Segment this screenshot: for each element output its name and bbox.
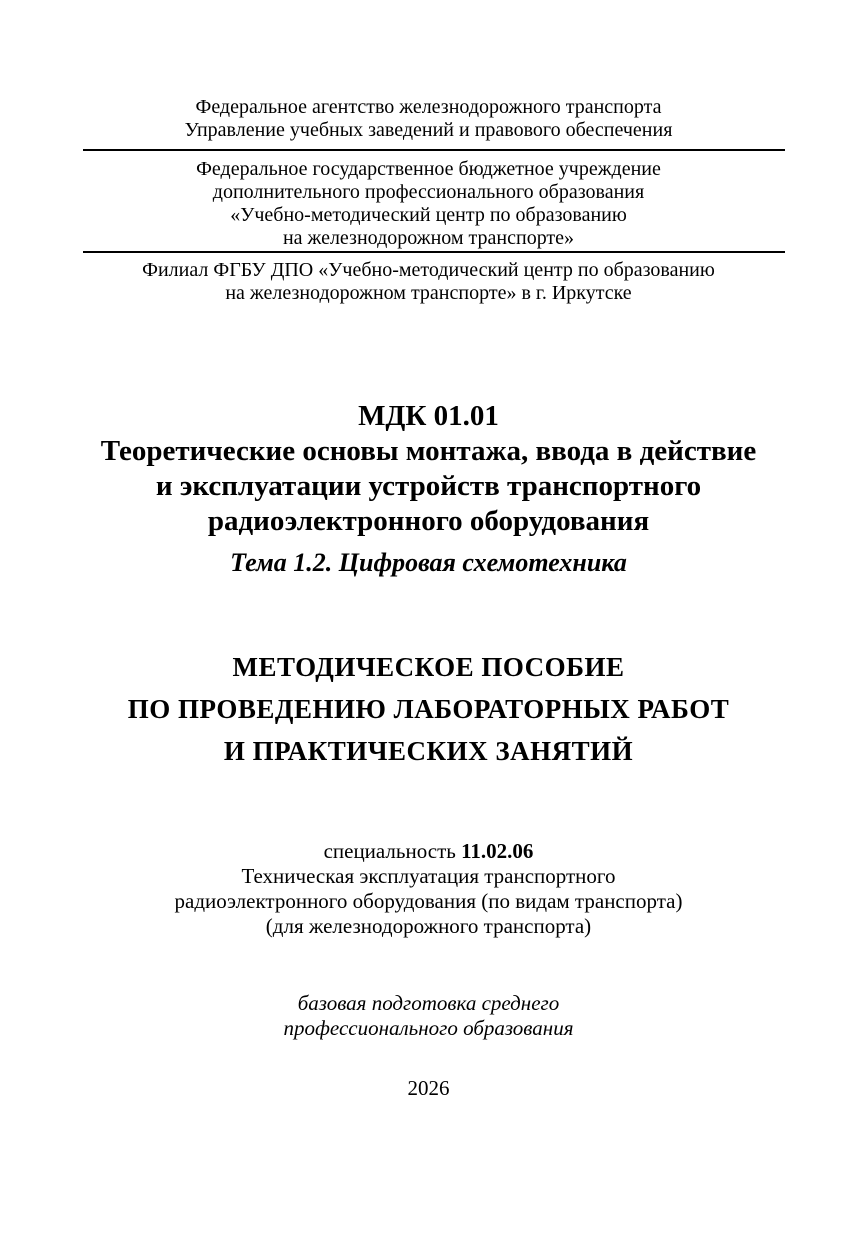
document-type-line-3: И ПРАКТИЧЕСКИХ ЗАНЯТИЙ — [223, 736, 634, 766]
specialty-description-line-1: Техническая эксплуатация транспортного — [241, 864, 616, 888]
specialty-description-line-3: (для железнодорожного транспорта) — [265, 914, 592, 938]
divider-line-bottom — [83, 251, 785, 253]
training-level — [0, 991, 857, 1041]
branch-header — [0, 259, 857, 305]
course-topic: Тема 1.2. Цифровая схемотехника — [230, 548, 627, 577]
institution-line-2: дополнительного профессионального образования — [212, 181, 645, 203]
course-name-line-2: и эксплуатации устройств транспортного — [155, 470, 702, 502]
document-type-line-1: МЕТОДИЧЕСКОЕ ПОСОБИЕ — [232, 652, 625, 682]
institution-line-3: «Учебно-методический центр по образованию — [230, 204, 627, 226]
institution-line-4: на железнодорожном транспорте» — [282, 227, 575, 249]
divider-line-top — [83, 149, 785, 151]
course-title — [0, 399, 857, 579]
institution-line-1: Федеральное государственное бюджетное учреждение — [196, 158, 661, 180]
specialty-section — [0, 839, 857, 939]
agency-line-2: Управление учебных заведений и правового обеспечения — [184, 119, 673, 141]
training-level-line-1: базовая подготовка среднего — [297, 991, 560, 1015]
course-name-line-3: радиоэлектронного оборудования — [207, 505, 650, 537]
branch-line-2: на железнодорожном транспорте» в г. Иркутске — [225, 282, 632, 304]
branch-line-1: Филиал ФГБУ ДПО «Учебно-методический центр по образованию — [142, 259, 715, 281]
document-type-line-2: ПО ПРОВЕДЕНИЮ ЛАБОРАТОРНЫХ РАБОТ — [127, 694, 730, 724]
training-level-line-2: профессионального образования — [283, 1016, 574, 1040]
institution-header — [0, 158, 857, 250]
specialty-label: специальность — [323, 839, 456, 863]
course-name-line-1: Теоретические основы монтажа, ввода в действие — [100, 435, 757, 467]
specialty-code: 11.02.06 — [461, 839, 534, 863]
agency-header — [0, 96, 857, 142]
course-code: МДК 01.01 — [358, 400, 499, 432]
publication-year: 2026 — [407, 1076, 450, 1100]
specialty-code-line — [0, 839, 857, 864]
agency-line-1: Федеральное агентство железнодорожного транспорта — [195, 96, 662, 118]
document-type-heading — [0, 646, 857, 772]
specialty-description-line-2: радиоэлектронного оборудования (по видам транспорта) — [174, 889, 683, 913]
